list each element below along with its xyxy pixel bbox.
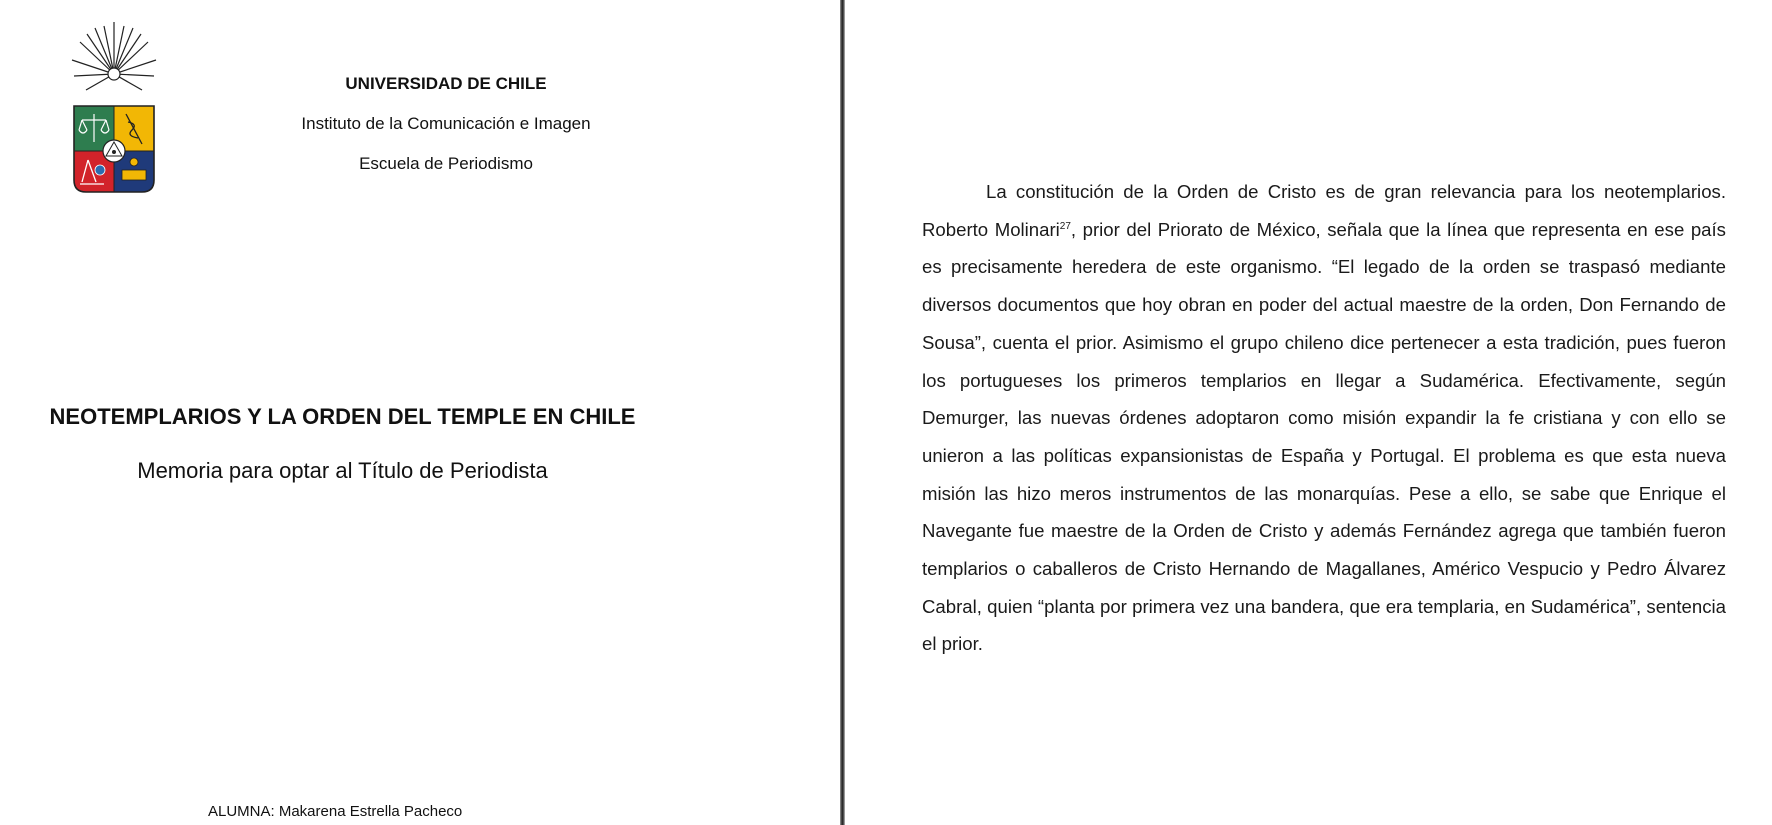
document-page-left [0,0,840,825]
paragraph-start: La constitución de la Orden de Cristo es de gran relevancia para los neotemplarios. Roberto Molinari [922,181,1726,240]
author-line: ALUMNA: Makarena Estrella Pacheco [208,803,463,820]
thesis-subtitle: Memoria para optar al Título de Periodista [137,458,548,483]
thesis-title: NEOTEMPLARIOS Y LA ORDEN DEL TEMPLE EN CHILE [49,404,636,429]
institute-name: Instituto de la Comunicación e Imagen [301,114,591,133]
university-crest-icon [66,20,162,194]
footnote-reference[interactable]: 27 [1059,220,1071,232]
body-paragraph [922,173,1726,663]
school-name: Escuela de Periodismo [359,154,533,173]
document-page-right [845,0,1772,825]
paragraph-rest: , prior del Priorato de México, señala que la línea que representa en ese país es precisamente heredera de este organismo. “El legado de la orden se traspasó mediante diversos documentos que hoy obran en poder del actual maestre de la orden, Don Fernando de Sousa”, cuenta el prior. Asimismo el grupo chileno dice pertenecer a esta tradición, pues fueron los portugueses los primeros templarios en llegar a Sudamérica. Efectivamente, según Demurger, las nuevas órdenes adoptaron como misión expandir la fe cristiana y con ello se unieron a las políticas expansionistas de España y Portugal. El problema es que esta nueva misión las hizo meros instrumentos de las monarquías. Pese a ello, se sabe que Enrique el Navegante fue maestre de la Orden de Cristo y además Fernández agrega que también fueron templarios o caballeros de Cristo Hernando de Magallanes, Américo Vespucio y Pedro Álvarez Cabral, quien “planta por primera vez una bandera, que era templaria, en Sudamérica”, sentencia el prior. [922,218,1726,655]
university-name: UNIVERSIDAD DE CHILE [345,74,547,93]
